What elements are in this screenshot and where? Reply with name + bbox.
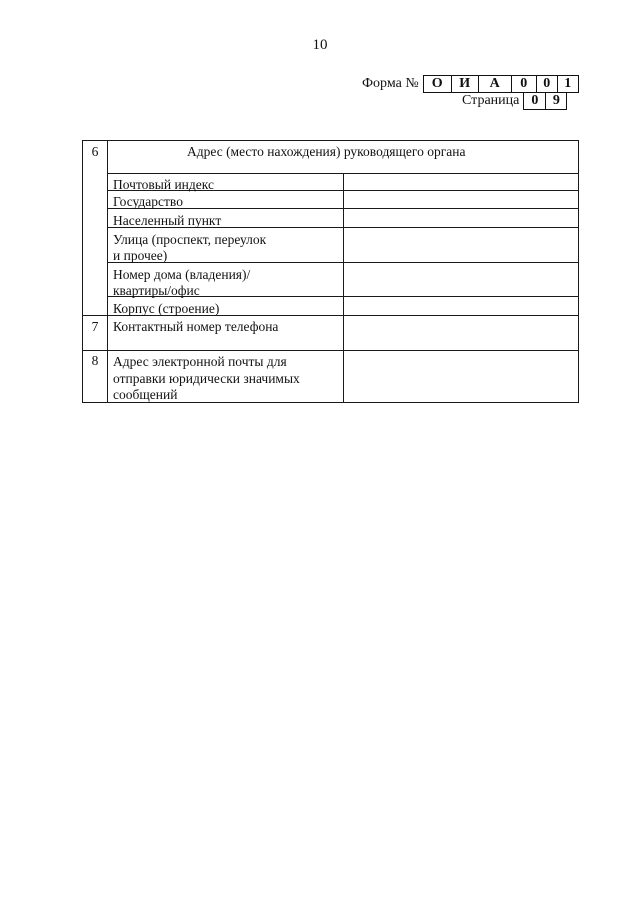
field-label-email: отправки юридически значимых <box>113 371 300 386</box>
field-label-phone: Контактный номер телефона <box>113 319 279 334</box>
table-line <box>82 140 579 141</box>
field-label-locality: Населенный пункт <box>113 213 222 228</box>
table-line <box>107 140 108 403</box>
form-code-char: 0 <box>511 76 536 92</box>
form-code-char: А <box>478 76 511 92</box>
page-number: 10 <box>312 37 328 53</box>
field-label-street: и прочее) <box>113 248 168 263</box>
form-code-boxes <box>423 75 579 93</box>
section-title: Адрес (место нахождения) руководящего органа <box>187 144 466 159</box>
form-code-char: 0 <box>536 76 557 92</box>
section-number: 7 <box>91 319 99 334</box>
page-digit: 0 <box>531 93 539 108</box>
section-number: 8 <box>91 353 99 368</box>
page-indicator <box>462 92 567 110</box>
field-label-country: Государство <box>113 194 183 209</box>
page-digit: 9 <box>545 93 566 109</box>
page-label: Страница <box>462 93 520 108</box>
form-code-char: И <box>451 76 478 92</box>
page-digit-boxes <box>523 92 567 110</box>
table-line <box>82 350 579 351</box>
field-label-building: Корпус (строение) <box>113 301 220 316</box>
section-number: 6 <box>91 144 99 159</box>
form-code-char: О <box>431 76 443 91</box>
field-label-email: сообщений <box>113 387 178 402</box>
field-label-house: квартиры/офис <box>113 283 200 298</box>
table-line <box>578 140 579 403</box>
field-label-street: Улица (проспект, переулок <box>113 232 267 247</box>
field-label-email: Адрес электронной почты для <box>113 354 287 369</box>
field-label-postal-index: Почтовый индекс <box>113 177 214 192</box>
form-code-label: Форма № <box>362 76 419 91</box>
form-code <box>362 75 579 93</box>
table-line <box>343 173 344 403</box>
address-form-table <box>82 140 579 403</box>
field-label-house: Номер дома (владения)/ <box>113 267 251 282</box>
form-code-char: 1 <box>557 76 578 92</box>
